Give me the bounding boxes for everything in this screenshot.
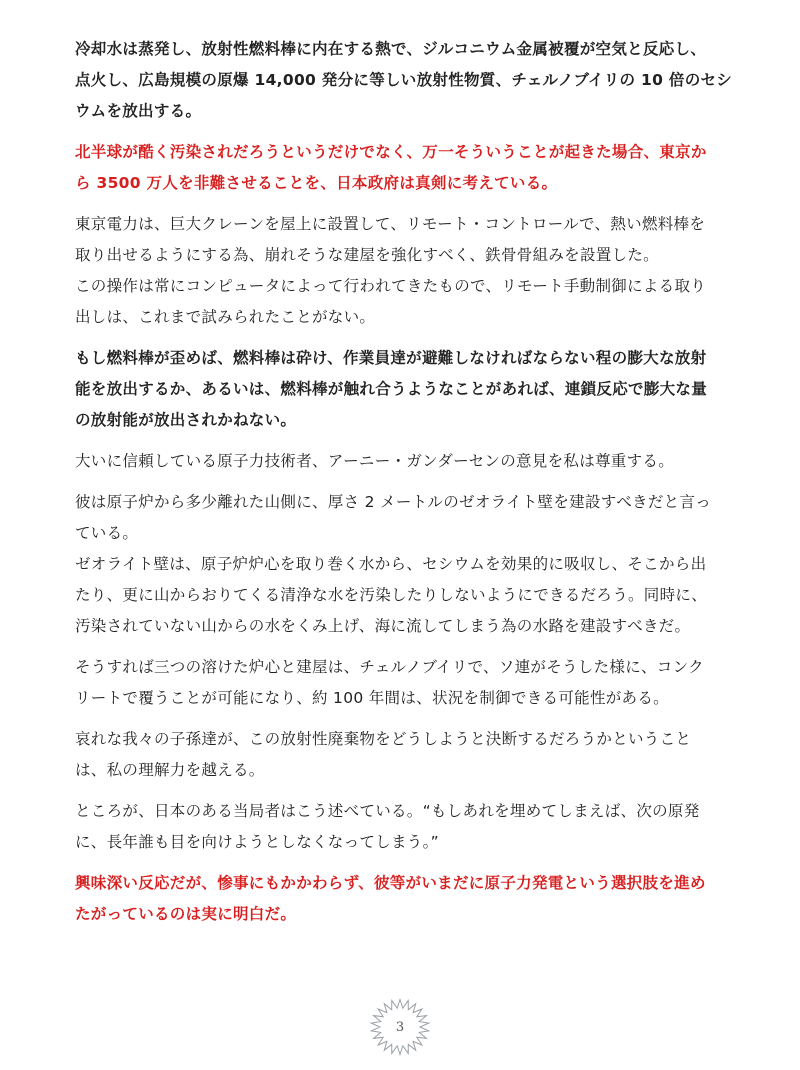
paragraph-line: もし燃料棒が歪めば、燃料棒は砕け、作業員達が避難しなければならない程の膨大な放射 [75, 349, 707, 367]
paragraph-line: 冷却水は蒸発し、放射性燃料棒に内在する熱で、ジルコニウム金属被覆が空気と反応し、 [75, 40, 707, 58]
paragraph [75, 724, 725, 786]
page-number: 3 [395, 1019, 405, 1035]
paragraph-line: たがっているのは実に明白だ。 [75, 905, 297, 923]
paragraph-line: 北半球が酷く汚染されだろうというだけでなく、万一そういうことが起きた場合、東京か [75, 143, 707, 161]
paragraph-line: 大いに信頼している原子力技術者、アーニー・ガンダーセンの意見を私は尊重する。 [75, 452, 675, 470]
paragraph-line: ウムを放出する。 [75, 102, 202, 120]
paragraph-line: の放射能が放出されかねない。 [75, 411, 297, 429]
paragraph [75, 487, 725, 642]
paragraph-line: 取り出せるようにする為、崩れそうな建屋を強化すべく、鉄骨骨組みを設置した。 [75, 246, 659, 264]
paragraph-line: この操作は常にコンピュータによって行われてきたもので、リモート手動制御による取り [75, 277, 707, 295]
paragraph [75, 868, 725, 930]
paragraph-line: ゼオライト壁は、原子炉炉心を取り巻く水から、セシウムを効果的に吸収し、そこから出 [75, 555, 707, 573]
paragraph [75, 796, 725, 858]
page-number-badge [365, 996, 435, 1058]
paragraph-line: たり、更に山からおりてくる清浄な水を汚染したりしないようにできるだろう。同時に、 [75, 586, 708, 604]
paragraph-line: ら 3500 万人を非難させることを、日本政府は真剣に考えている。 [75, 174, 558, 192]
paragraph [75, 652, 725, 714]
paragraph-line: 能を放出するか、あるいは、燃料棒が触れ合うようなことがあれば、連鎖反応で膨大な量 [75, 380, 708, 398]
document-body [75, 34, 733, 940]
paragraph [75, 34, 733, 127]
paragraph [75, 343, 725, 436]
paragraph-line: そうすれば三つの溶けた炉心と建屋は、チェルノブイリで、ソ連がそうした様に、コンク [75, 658, 704, 676]
paragraph-line: リートで覆うことが可能になり、約 100 年間は、状況を制御できる可能性がある。 [75, 689, 669, 707]
paragraph-line: 興味深い反応だが、惨事にもかかわらず、彼等がいまだに原子力発電という選択肢を進め [75, 874, 706, 892]
paragraph-line: 汚染されていない山からの水をくみ上げ、海に流してしまう為の水路を建設すべきだ。 [75, 617, 691, 635]
paragraph-line: 彼は原子炉から多少離れた山側に、厚さ 2 メートルのゼオライト壁を建設すべきだと言っ [75, 493, 712, 511]
paragraph-line: 東京電力は、巨大クレーンを屋上に設置して、リモート・コントロールで、熱い燃料棒を [75, 215, 706, 233]
paragraph-line: は、私の理解力を越える。 [75, 761, 265, 779]
paragraph-line: ところが、日本のある当局者はこう述べている。“もしあれを埋めてしまえば、次の原発 [75, 802, 700, 820]
paragraph-line: に、長年誰も目を向けようとしなくなってしまう。” [75, 833, 439, 851]
paragraph-line: 点火し、広島規模の原爆 14,000 発分に等しい放射性物質、チェルノブイリの 10 倍のセシ [75, 71, 733, 89]
paragraph [75, 209, 725, 333]
paragraph-line: 出しは、これまで試みられたことがない。 [75, 308, 376, 326]
paragraph [75, 137, 725, 199]
paragraph-line: 哀れな我々の子孫達が、この放射性廃棄物をどうしようと決断するだろうかということ [75, 730, 692, 748]
paragraph [75, 446, 725, 477]
paragraph-line: ている。 [75, 524, 139, 542]
